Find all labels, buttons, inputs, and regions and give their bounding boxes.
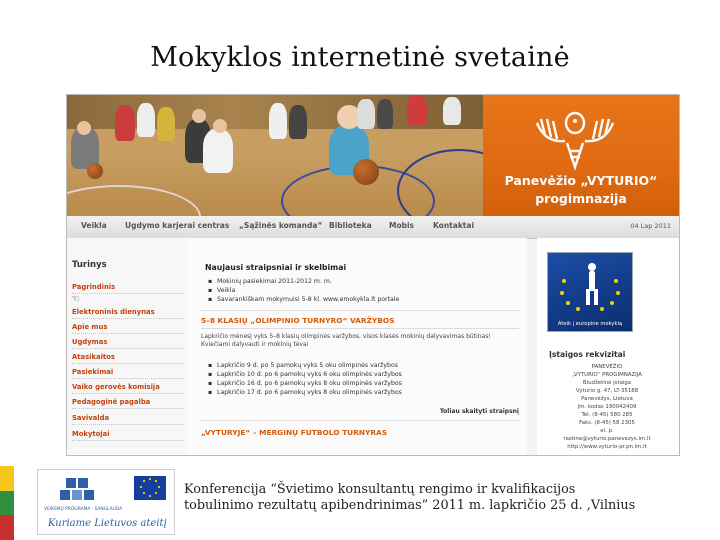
nav-mobis[interactable]: Mobis <box>389 221 415 230</box>
requisite-line: Biudžetinė įstaiga <box>582 380 632 386</box>
requisite-line: Faks. (8-45) 58 2305 <box>579 420 635 426</box>
section-olympic-title[interactable]: 5–8 KLASIŲ „OLIMPINIO TURNYRO“ VARŽYBOS <box>201 316 395 325</box>
sidebar-item-education[interactable]: Ugdymas <box>72 338 184 349</box>
sidebar-item-ped-help[interactable]: Pedagoginė pagalba <box>72 398 184 409</box>
logo-caption: Ateik į europine mokyklą <box>557 321 623 327</box>
site-right-column <box>537 238 679 455</box>
footer-logo-small: VEIKSMŲ PROGRAMA · SANGLAUDA <box>44 507 123 512</box>
sidebar-item-home[interactable]: Pagrindinis <box>72 283 184 294</box>
footer-logo-text: Kuriame Lietuvos ateitį <box>48 518 167 529</box>
news-item[interactable]: ▪ Savarankiškam mokymuisi 5-8 kl. www.emokykla.lt portale <box>217 296 399 303</box>
eu-funding-logo <box>37 469 175 535</box>
conference-caption <box>184 482 704 514</box>
cursor-icon: ☜ <box>71 294 80 305</box>
sidebar-title: Turinys <box>72 260 107 270</box>
nav-library[interactable]: Biblioteka <box>329 221 372 230</box>
site-banner <box>67 95 679 216</box>
requisite-line: Vyturio g. 47, LT-35188 <box>575 388 639 394</box>
requisite-line: Įm. kodas 190042409 <box>577 404 637 410</box>
lithuanian-flag-bar <box>0 466 14 540</box>
schedule-item: ▪ Lapkričio 17 d. po 6 pamokų vyks 8 oku olimpinės varžybos <box>217 389 402 396</box>
nav-conscience-team[interactable]: „Sąžinės komanda“ <box>239 221 323 230</box>
nav-contacts[interactable]: Kontaktai <box>433 221 475 230</box>
main-heading: Naujausi straipsniai ir skelbimai <box>205 263 347 272</box>
schedule-item: ▪ Lapkričio 9 d. po 5 pamokų vyks 5 oku olimpinės varžybos <box>217 362 398 369</box>
sidebar-item-welfare[interactable]: Vaiko gerovės komisija <box>72 383 184 394</box>
school-name: Panevėžio „VYTURIO“ <box>504 173 658 188</box>
conference-line-1: Konferencija “Švietimo konsultantų rengimo ir kvalifikacijos <box>184 482 576 497</box>
news-item[interactable]: ▪ Mokinių pasiekimai 2011-2012 m. m. <box>217 278 332 285</box>
requisite-line: „VYTURIO“ PROGIMNAZIJA <box>572 372 642 378</box>
requisites-title: Įstaigos rekvizitai <box>549 350 626 359</box>
lark-logo-icon <box>535 109 615 171</box>
sidebar-item-achievements[interactable]: Pasiekimai <box>72 368 184 379</box>
sidebar-item-about[interactable]: Apie mus <box>72 323 184 334</box>
news-item[interactable]: ▪ Veikla <box>217 287 235 294</box>
europe-school-logo[interactable] <box>547 252 633 332</box>
school-type: progimnazija <box>535 191 627 206</box>
sidebar-item-e-diary[interactable]: Elektroninis dienynas <box>72 308 184 319</box>
stars-icon <box>548 253 632 317</box>
banner-photo <box>67 95 483 216</box>
requisite-line: el. p. <box>600 428 614 434</box>
site-date: 04 Lap 2011 <box>630 222 671 230</box>
read-more-link[interactable]: Toliau skaityti straipsnį <box>439 408 519 415</box>
brand-panel <box>483 95 679 216</box>
requisite-line: PANEVĖŽIO <box>591 364 623 370</box>
requisite-url[interactable]: http://www.vyturio-pr.pn.lm.lt <box>567 444 647 450</box>
slide-title: Mokyklos internetinė svetainė <box>150 42 570 73</box>
site-navbar <box>67 216 679 239</box>
section-football-title[interactable]: „VYTURYJE“ – MERGINŲ FUTBOLO TURNYRAS <box>201 428 388 437</box>
schedule-item: ▪ Lapkričio 10 d. po 6 pamokų vyks 6 oku olimpinės varžybos <box>217 371 402 378</box>
site-main <box>187 238 527 455</box>
nav-career-centre[interactable]: Ugdymo karjerai centras <box>125 221 230 230</box>
sidebar-item-reports[interactable]: Atasikaitos <box>72 353 184 364</box>
schedule-item: ▪ Lapkričio 16 d. po 6 pamokų vyks 8 oku olimpinės varžybos <box>217 380 402 387</box>
nav-veikla[interactable]: Veikla <box>81 221 107 230</box>
eu-esf-logos-icon <box>38 470 174 534</box>
requisite-line: Tel. (8-45) 580 285 <box>581 412 633 418</box>
requisite-line: Panevėžys, Lietuva <box>581 396 633 402</box>
site-sidebar <box>67 238 188 455</box>
requisite-email[interactable]: rastine@vyturio.panevezys.lm.lt <box>563 436 651 442</box>
sidebar-item-self-gov[interactable]: Savivalda <box>72 414 184 425</box>
sidebar-item-teachers[interactable]: Mokytojai <box>72 430 184 441</box>
website-screenshot <box>66 94 680 456</box>
conference-line-2: tobulinimo rezultatų apibendrinimas” 2011 m. lapkričio 25 d. ,Vilnius <box>184 498 636 513</box>
section-olympic-text: Lapkričio mėnesį vyks 5–8 klasių olimpinės varžybos, visos klasės mokinių dalyvavimas būtinas! Kviečiami dalyvauti ir mokinių tėvai <box>201 333 491 348</box>
